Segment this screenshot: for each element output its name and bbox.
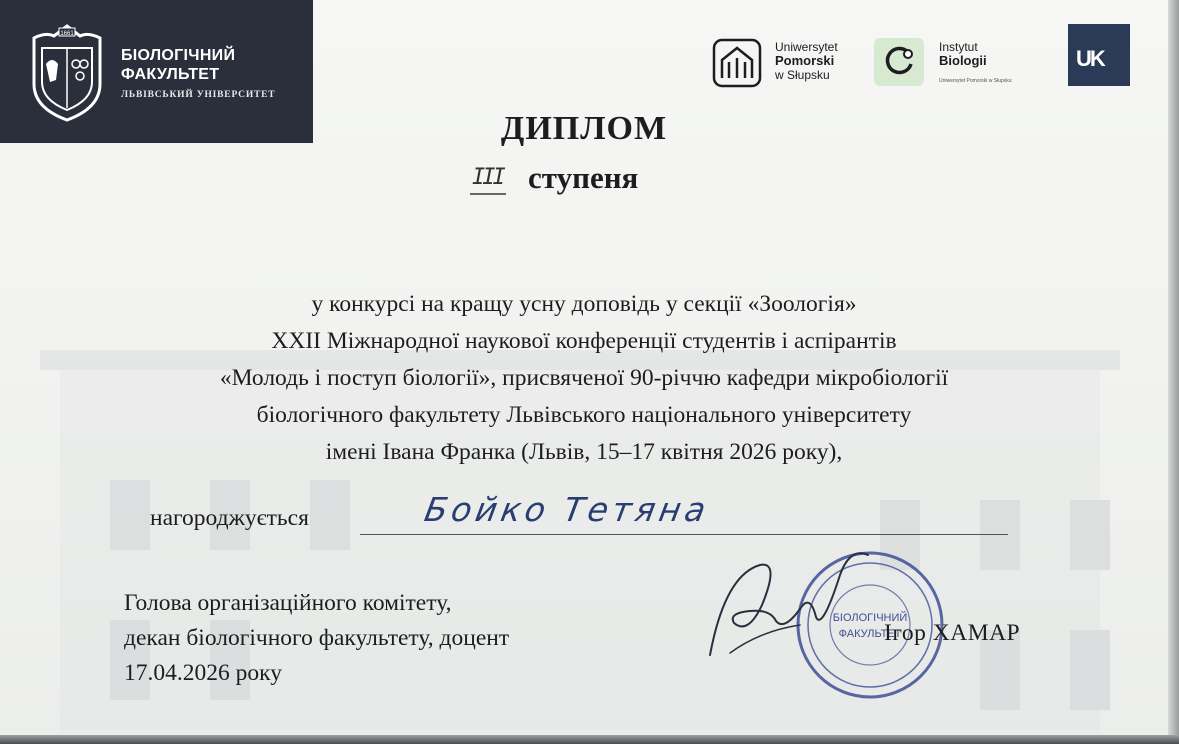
uniwersytet-pomorski-icon	[712, 38, 762, 88]
body-line4: біологічного факультету Львівського національного університету	[256, 402, 912, 428]
recipient-name: Бойко Тетяна	[421, 490, 713, 529]
crest-year: 1661	[60, 31, 74, 37]
partner1-line2: Pomorski	[775, 53, 835, 68]
seal-text-line1: БІОЛОГІЧНИЙ	[832, 612, 908, 624]
faculty-crest-icon	[26, 20, 108, 122]
body-line1: у конкурсі на кращу усну доповідь у секції «Зоологія»	[311, 291, 857, 317]
faculty-name	[121, 46, 235, 84]
page-right-edge	[1168, 0, 1179, 744]
signatory-date: 17.04.2026 року	[124, 660, 282, 686]
partner1-line1: Uniwersytet	[775, 40, 838, 54]
diploma-title: ДИПЛОМ	[500, 110, 668, 147]
signatory-position-line2: декан біологічного факультету, доцент	[124, 625, 510, 651]
page-bottom-edge	[0, 735, 1179, 744]
instytut-biologii-icon	[874, 38, 924, 86]
diploma-subtitle: ступеня	[528, 160, 639, 195]
seal-text-line2: ФАКУЛЬТЕТ	[838, 628, 902, 640]
signatory-block	[124, 586, 509, 691]
body-line3: «Молодь і поступ біології», присвяченої 90-річчю кафедри мікробіології	[219, 365, 949, 391]
uniwersytet-pomorski-name	[775, 40, 838, 82]
body-line2: XXII Міжнародної наукової конференції студентів і аспірантів	[271, 328, 897, 354]
award-underline	[360, 534, 1008, 535]
faculty-university: ЛЬВІВСЬКИЙ УНІВЕРСИТЕТ	[121, 90, 276, 100]
diploma-degree: III	[472, 165, 503, 190]
diploma-body	[0, 286, 1168, 471]
partner1-line3: w Słupsku	[775, 68, 830, 82]
faculty-name-line2: ФАКУЛЬТЕТ	[121, 66, 220, 83]
uk-logo-text: UK	[1076, 46, 1104, 71]
signatory-position-line1: Голова організаційного комітету,	[124, 590, 452, 616]
degree-underline	[470, 193, 506, 195]
signatory-name: Ігор ХАМАР	[884, 620, 1021, 646]
partner2-line1: Instytut	[939, 40, 978, 54]
body-line5: імені Івана Франка (Львів, 15–17 квітня 2026 року),	[325, 439, 843, 465]
partner2-line3: Uniwersytet Pomorski w Słupsku	[939, 78, 1012, 84]
partner2-line2: Biologii	[939, 53, 987, 68]
uk-logo-icon	[1068, 24, 1130, 86]
instytut-biologii-name	[939, 40, 1012, 88]
award-label: нагороджується	[150, 505, 309, 531]
handwritten-signature-icon	[690, 535, 900, 685]
faculty-name-line1: БІОЛОГІЧНИЙ	[121, 47, 236, 64]
